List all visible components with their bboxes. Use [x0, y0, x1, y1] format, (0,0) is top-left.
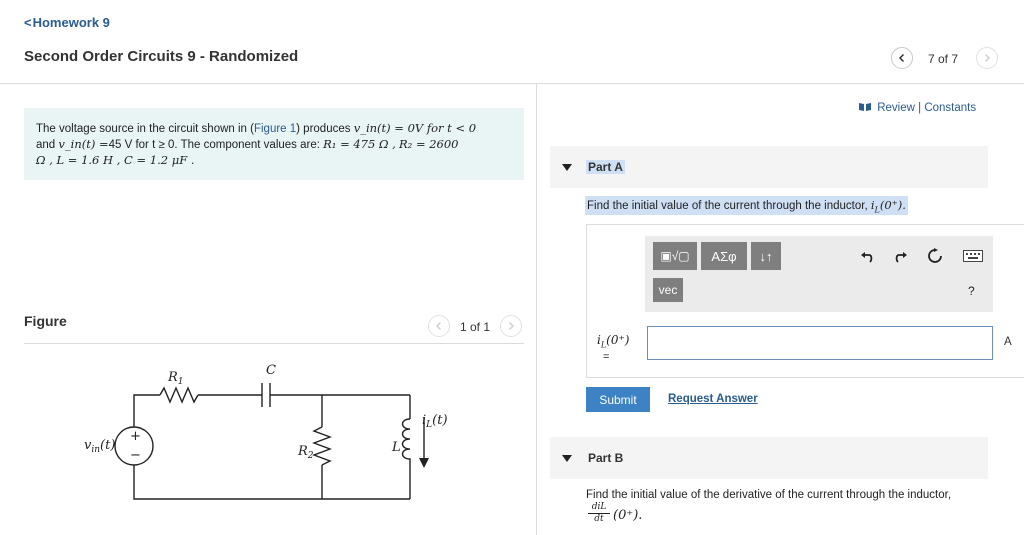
figure-pager-text: 1 of 1 [460, 320, 491, 334]
label-vin: $v_{in}(t)$ [84, 438, 116, 455]
subscript-superscript-button[interactable]: ↓↑ [751, 242, 781, 270]
undo-icon[interactable] [856, 245, 878, 267]
chevron-left-icon [897, 53, 907, 63]
svg-text:−: − [130, 448, 141, 463]
pane-divider [536, 84, 537, 535]
problem-line-2: and v_in(t) =45 V for t ≥ 0. The component values are: R₁ = 475 Ω , R₂ = 2600 [36, 137, 459, 151]
problem-line-3: Ω , L = 1.6 H , C = 1.2 μF . [36, 153, 195, 167]
vector-button[interactable]: vec [653, 278, 683, 302]
chevron-left-icon: < [24, 15, 32, 30]
back-to-homework-link[interactable] [24, 15, 110, 30]
problem-line-1: The voltage source in the circuit shown in (Figure 1) produces v_in(t) = 0V for t < 0 [36, 121, 477, 135]
templates-button[interactable]: ▣√▢ [653, 242, 697, 270]
answer-input-label: $i_L(0^+)$ [597, 333, 630, 350]
part-b-question: Find the initial value of the derivative of the current through the inductor, [586, 489, 952, 501]
part-b-header[interactable] [550, 437, 988, 479]
unit-label: A [1004, 336, 1012, 348]
back-link-label: Homework 9 [32, 15, 110, 30]
math-toolbar [645, 236, 993, 312]
item-pager-text: 7 of 7 [928, 52, 959, 66]
request-answer-link[interactable]: Request Answer [668, 393, 758, 405]
label-r1: $R_1$ [168, 370, 184, 387]
problem-statement [24, 108, 524, 180]
part-a-header[interactable] [550, 146, 988, 188]
answer-input[interactable] [647, 326, 993, 360]
previous-item-button[interactable] [891, 47, 913, 69]
label-il: $i_L(t)$ [422, 413, 448, 430]
part-a-question: Find the initial value of the current through the inductor, $i_L(0^+)$. [587, 198, 906, 215]
part-b-title: Part B [588, 451, 624, 465]
header-divider [0, 83, 1024, 84]
previous-figure-button[interactable] [428, 315, 450, 337]
collapse-triangle-icon [562, 164, 572, 171]
part-b-fraction: diL dt [588, 502, 610, 525]
svg-text:+: + [130, 429, 141, 444]
page-title: Second Order Circuits 9 - Randomized [24, 48, 299, 65]
next-figure-button[interactable] [500, 315, 522, 337]
chevron-right-icon [982, 53, 992, 63]
constants-link[interactable]: Constants [924, 102, 977, 114]
reset-icon[interactable] [924, 245, 946, 267]
figure-heading: Figure [24, 313, 67, 329]
equals-sign: = [603, 351, 610, 363]
label-r2: $R_2$ [298, 444, 314, 461]
redo-icon[interactable] [890, 245, 912, 267]
label-l: L [392, 440, 401, 455]
part-a-title: Part A [588, 160, 623, 174]
greek-symbols-button[interactable]: ΑΣφ [701, 242, 747, 270]
figure-link[interactable]: Figure 1 [253, 123, 297, 135]
part-b-argument: (0⁺). [613, 508, 643, 523]
keyboard-icon[interactable] [961, 245, 985, 267]
current-arrowhead [419, 458, 429, 468]
label-c: C [266, 363, 276, 378]
book-icon [858, 102, 872, 112]
help-button[interactable]: ? [968, 284, 975, 298]
next-item-button[interactable] [976, 47, 998, 69]
circuit-diagram [70, 355, 470, 515]
figure-divider [24, 343, 524, 344]
review-constants-links: Review | Constants [858, 102, 976, 114]
submit-button[interactable]: Submit [586, 387, 650, 412]
chevron-left-icon [434, 321, 444, 331]
collapse-triangle-icon [562, 455, 572, 462]
review-link[interactable]: Review [877, 102, 915, 114]
chevron-right-icon [506, 321, 516, 331]
